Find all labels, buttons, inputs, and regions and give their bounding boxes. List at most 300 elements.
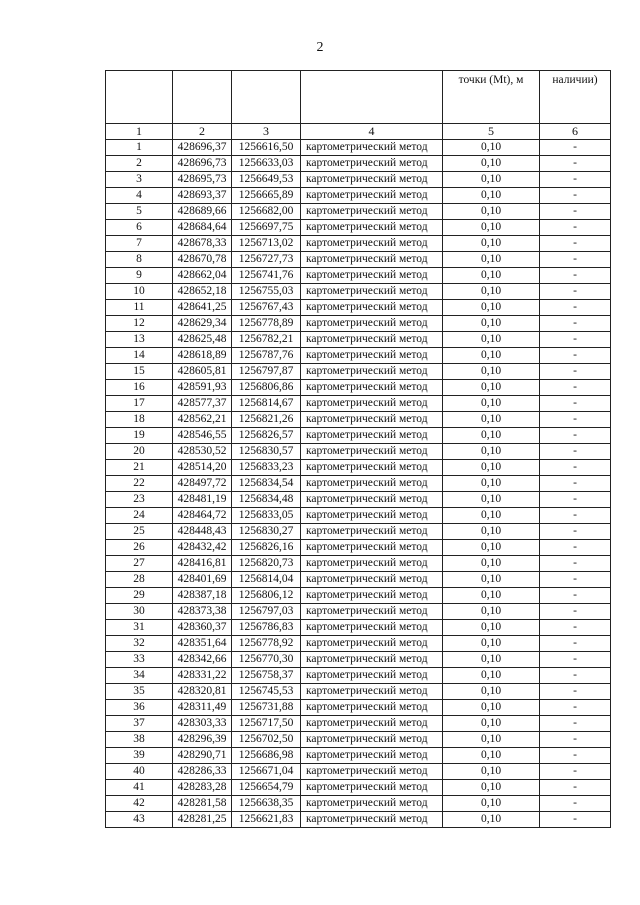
availability-cell: - bbox=[540, 732, 611, 748]
table-row bbox=[106, 796, 611, 812]
accuracy-cell: 0,10 bbox=[443, 508, 540, 524]
table-row bbox=[106, 748, 611, 764]
availability-cell: - bbox=[540, 780, 611, 796]
method-cell: картометрический метод bbox=[301, 716, 443, 732]
table-row bbox=[106, 652, 611, 668]
method-cell: картометрический метод bbox=[301, 316, 443, 332]
method-cell: картометрический метод bbox=[301, 508, 443, 524]
point-number-cell: 2 bbox=[106, 156, 173, 172]
table-row bbox=[106, 668, 611, 684]
y-coordinate-cell: 1256665,89 bbox=[232, 188, 301, 204]
x-coordinate-cell: 428605,81 bbox=[173, 364, 232, 380]
method-cell: картометрический метод bbox=[301, 412, 443, 428]
accuracy-cell: 0,10 bbox=[443, 396, 540, 412]
method-cell: картометрический метод bbox=[301, 588, 443, 604]
method-cell: картометрический метод bbox=[301, 748, 443, 764]
method-cell: картометрический метод bbox=[301, 764, 443, 780]
point-number-cell: 24 bbox=[106, 508, 173, 524]
method-cell: картометрический метод bbox=[301, 812, 443, 828]
method-cell: картометрический метод bbox=[301, 684, 443, 700]
y-coordinate-cell: 1256755,03 bbox=[232, 284, 301, 300]
accuracy-cell: 0,10 bbox=[443, 700, 540, 716]
y-coordinate-cell: 1256633,03 bbox=[232, 156, 301, 172]
table-row bbox=[106, 492, 611, 508]
x-coordinate-cell: 428693,37 bbox=[173, 188, 232, 204]
y-coordinate-cell: 1256717,50 bbox=[232, 716, 301, 732]
method-cell: картометрический метод bbox=[301, 204, 443, 220]
table-row bbox=[106, 428, 611, 444]
availability-cell: - bbox=[540, 748, 611, 764]
point-number-cell: 25 bbox=[106, 524, 173, 540]
x-coordinate-cell: 428695,73 bbox=[173, 172, 232, 188]
y-coordinate-cell: 1256797,03 bbox=[232, 604, 301, 620]
availability-cell: - bbox=[540, 636, 611, 652]
table-row bbox=[106, 300, 611, 316]
x-coordinate-cell: 428448,43 bbox=[173, 524, 232, 540]
x-coordinate-cell: 428689,66 bbox=[173, 204, 232, 220]
availability-cell: - bbox=[540, 620, 611, 636]
x-coordinate-cell: 428286,33 bbox=[173, 764, 232, 780]
y-coordinate-cell: 1256731,88 bbox=[232, 700, 301, 716]
accuracy-cell: 0,10 bbox=[443, 140, 540, 156]
availability-cell: - bbox=[540, 268, 611, 284]
accuracy-cell: 0,10 bbox=[443, 268, 540, 284]
y-coordinate-cell: 1256833,23 bbox=[232, 460, 301, 476]
x-coordinate-cell: 428652,18 bbox=[173, 284, 232, 300]
availability-cell: - bbox=[540, 444, 611, 460]
point-number-cell: 12 bbox=[106, 316, 173, 332]
accuracy-cell: 0,10 bbox=[443, 764, 540, 780]
accuracy-cell: 0,10 bbox=[443, 188, 540, 204]
availability-cell: - bbox=[540, 284, 611, 300]
column-number: 4 bbox=[301, 124, 443, 140]
table-row bbox=[106, 620, 611, 636]
x-coordinate-cell: 428696,37 bbox=[173, 140, 232, 156]
accuracy-cell: 0,10 bbox=[443, 428, 540, 444]
y-coordinate-cell: 1256826,16 bbox=[232, 540, 301, 556]
method-cell: картометрический метод bbox=[301, 668, 443, 684]
x-coordinate-cell: 428678,33 bbox=[173, 236, 232, 252]
column-number: 3 bbox=[232, 124, 301, 140]
point-number-cell: 41 bbox=[106, 780, 173, 796]
point-number-cell: 43 bbox=[106, 812, 173, 828]
point-number-cell: 40 bbox=[106, 764, 173, 780]
x-coordinate-cell: 428684,64 bbox=[173, 220, 232, 236]
table-row bbox=[106, 396, 611, 412]
y-coordinate-cell: 1256820,73 bbox=[232, 556, 301, 572]
method-cell: картометрический метод bbox=[301, 140, 443, 156]
accuracy-cell: 0,10 bbox=[443, 156, 540, 172]
availability-cell: - bbox=[540, 428, 611, 444]
x-coordinate-cell: 428464,72 bbox=[173, 508, 232, 524]
availability-cell: - bbox=[540, 604, 611, 620]
y-coordinate-cell: 1256797,87 bbox=[232, 364, 301, 380]
accuracy-cell: 0,10 bbox=[443, 492, 540, 508]
x-coordinate-cell: 428641,25 bbox=[173, 300, 232, 316]
column-number: 2 bbox=[173, 124, 232, 140]
point-number-cell: 15 bbox=[106, 364, 173, 380]
accuracy-cell: 0,10 bbox=[443, 412, 540, 428]
table-row bbox=[106, 780, 611, 796]
accuracy-cell: 0,10 bbox=[443, 332, 540, 348]
availability-cell: - bbox=[540, 700, 611, 716]
y-coordinate-cell: 1256806,12 bbox=[232, 588, 301, 604]
point-number-cell: 17 bbox=[106, 396, 173, 412]
x-coordinate-cell: 428530,52 bbox=[173, 444, 232, 460]
table-row bbox=[106, 636, 611, 652]
y-coordinate-cell: 1256786,83 bbox=[232, 620, 301, 636]
y-coordinate-cell: 1256745,53 bbox=[232, 684, 301, 700]
point-number-cell: 1 bbox=[106, 140, 173, 156]
point-number-cell: 34 bbox=[106, 668, 173, 684]
table-row bbox=[106, 588, 611, 604]
column-number: 5 bbox=[443, 124, 540, 140]
page-number: 2 bbox=[316, 40, 324, 55]
method-cell: картометрический метод bbox=[301, 700, 443, 716]
method-cell: картометрический метод bbox=[301, 396, 443, 412]
accuracy-cell: 0,10 bbox=[443, 684, 540, 700]
method-cell: картометрический метод bbox=[301, 780, 443, 796]
method-cell: картометрический метод bbox=[301, 604, 443, 620]
point-number-cell: 23 bbox=[106, 492, 173, 508]
y-coordinate-cell: 1256671,04 bbox=[232, 764, 301, 780]
availability-cell: - bbox=[540, 796, 611, 812]
point-number-cell: 19 bbox=[106, 428, 173, 444]
accuracy-cell: 0,10 bbox=[443, 796, 540, 812]
accuracy-cell: 0,10 bbox=[443, 316, 540, 332]
x-coordinate-cell: 428331,22 bbox=[173, 668, 232, 684]
y-coordinate-cell: 1256649,53 bbox=[232, 172, 301, 188]
point-number-cell: 4 bbox=[106, 188, 173, 204]
table-row bbox=[106, 284, 611, 300]
table-row bbox=[106, 204, 611, 220]
table-row bbox=[106, 732, 611, 748]
x-coordinate-cell: 428281,25 bbox=[173, 812, 232, 828]
accuracy-cell: 0,10 bbox=[443, 364, 540, 380]
x-coordinate-cell: 428670,78 bbox=[173, 252, 232, 268]
x-coordinate-cell: 428311,49 bbox=[173, 700, 232, 716]
method-cell: картометрический метод bbox=[301, 284, 443, 300]
method-cell: картометрический метод bbox=[301, 524, 443, 540]
accuracy-cell: 0,10 bbox=[443, 284, 540, 300]
table-row bbox=[106, 700, 611, 716]
table-row bbox=[106, 812, 611, 828]
x-coordinate-cell: 428296,39 bbox=[173, 732, 232, 748]
y-coordinate-cell: 1256767,43 bbox=[232, 300, 301, 316]
x-coordinate-cell: 428342,66 bbox=[173, 652, 232, 668]
header-col-2 bbox=[173, 71, 232, 124]
availability-cell: - bbox=[540, 204, 611, 220]
y-coordinate-cell: 1256814,04 bbox=[232, 572, 301, 588]
x-coordinate-cell: 428290,71 bbox=[173, 748, 232, 764]
method-cell: картометрический метод bbox=[301, 652, 443, 668]
accuracy-cell: 0,10 bbox=[443, 300, 540, 316]
accuracy-cell: 0,10 bbox=[443, 444, 540, 460]
column-number: 6 bbox=[540, 124, 611, 140]
y-coordinate-cell: 1256830,27 bbox=[232, 524, 301, 540]
table-row bbox=[106, 444, 611, 460]
x-coordinate-cell: 428351,64 bbox=[173, 636, 232, 652]
x-coordinate-cell: 428481,19 bbox=[173, 492, 232, 508]
method-cell: картометрический метод bbox=[301, 380, 443, 396]
availability-cell: - bbox=[540, 540, 611, 556]
point-number-cell: 29 bbox=[106, 588, 173, 604]
accuracy-cell: 0,10 bbox=[443, 652, 540, 668]
method-cell: картометрический метод bbox=[301, 348, 443, 364]
method-cell: картометрический метод bbox=[301, 300, 443, 316]
point-number-cell: 26 bbox=[106, 540, 173, 556]
table-row bbox=[106, 364, 611, 380]
accuracy-cell: 0,10 bbox=[443, 604, 540, 620]
x-coordinate-cell: 428546,55 bbox=[173, 428, 232, 444]
table-row bbox=[106, 764, 611, 780]
table-row bbox=[106, 172, 611, 188]
point-number-cell: 3 bbox=[106, 172, 173, 188]
availability-cell: - bbox=[540, 220, 611, 236]
method-cell: картометрический метод bbox=[301, 172, 443, 188]
availability-cell: - bbox=[540, 156, 611, 172]
method-cell: картометрический метод bbox=[301, 460, 443, 476]
y-coordinate-cell: 1256834,54 bbox=[232, 476, 301, 492]
table-row bbox=[106, 268, 611, 284]
y-coordinate-cell: 1256686,98 bbox=[232, 748, 301, 764]
availability-cell: - bbox=[540, 236, 611, 252]
accuracy-cell: 0,10 bbox=[443, 540, 540, 556]
table-row bbox=[106, 380, 611, 396]
table-row bbox=[106, 556, 611, 572]
table-row bbox=[106, 524, 611, 540]
y-coordinate-cell: 1256770,30 bbox=[232, 652, 301, 668]
accuracy-cell: 0,10 bbox=[443, 668, 540, 684]
x-coordinate-cell: 428629,34 bbox=[173, 316, 232, 332]
availability-cell: - bbox=[540, 172, 611, 188]
availability-cell: - bbox=[540, 812, 611, 828]
accuracy-cell: 0,10 bbox=[443, 220, 540, 236]
method-cell: картометрический метод bbox=[301, 268, 443, 284]
y-coordinate-cell: 1256778,89 bbox=[232, 316, 301, 332]
point-number-cell: 6 bbox=[106, 220, 173, 236]
point-number-cell: 31 bbox=[106, 620, 173, 636]
method-cell: картометрический метод bbox=[301, 636, 443, 652]
table-header-row bbox=[106, 71, 611, 124]
accuracy-cell: 0,10 bbox=[443, 620, 540, 636]
point-number-cell: 42 bbox=[106, 796, 173, 812]
availability-cell: - bbox=[540, 684, 611, 700]
availability-cell: - bbox=[540, 140, 611, 156]
header-col-5: точки (Mt), м bbox=[443, 71, 540, 124]
table-row bbox=[106, 220, 611, 236]
method-cell: картометрический метод bbox=[301, 492, 443, 508]
point-number-cell: 14 bbox=[106, 348, 173, 364]
method-cell: картометрический метод bbox=[301, 236, 443, 252]
availability-cell: - bbox=[540, 764, 611, 780]
x-coordinate-cell: 428283,28 bbox=[173, 780, 232, 796]
accuracy-cell: 0,10 bbox=[443, 716, 540, 732]
x-coordinate-cell: 428432,42 bbox=[173, 540, 232, 556]
table-row bbox=[106, 716, 611, 732]
table-row bbox=[106, 540, 611, 556]
table-row bbox=[106, 604, 611, 620]
point-number-cell: 30 bbox=[106, 604, 173, 620]
method-cell: картометрический метод bbox=[301, 428, 443, 444]
y-coordinate-cell: 1256616,50 bbox=[232, 140, 301, 156]
method-cell: картометрический метод bbox=[301, 476, 443, 492]
table-row bbox=[106, 140, 611, 156]
method-cell: картометрический метод bbox=[301, 444, 443, 460]
x-coordinate-cell: 428401,69 bbox=[173, 572, 232, 588]
table-row bbox=[106, 332, 611, 348]
method-cell: картометрический метод bbox=[301, 572, 443, 588]
accuracy-cell: 0,10 bbox=[443, 556, 540, 572]
point-number-cell: 8 bbox=[106, 252, 173, 268]
point-number-cell: 33 bbox=[106, 652, 173, 668]
x-coordinate-cell: 428662,04 bbox=[173, 268, 232, 284]
point-number-cell: 10 bbox=[106, 284, 173, 300]
accuracy-cell: 0,10 bbox=[443, 732, 540, 748]
availability-cell: - bbox=[540, 396, 611, 412]
x-coordinate-cell: 428320,81 bbox=[173, 684, 232, 700]
availability-cell: - bbox=[540, 380, 611, 396]
availability-cell: - bbox=[540, 364, 611, 380]
availability-cell: - bbox=[540, 188, 611, 204]
x-coordinate-cell: 428303,33 bbox=[173, 716, 232, 732]
method-cell: картометрический метод bbox=[301, 220, 443, 236]
accuracy-cell: 0,10 bbox=[443, 524, 540, 540]
header-col-6: наличии) bbox=[540, 71, 611, 124]
y-coordinate-cell: 1256830,57 bbox=[232, 444, 301, 460]
point-number-cell: 39 bbox=[106, 748, 173, 764]
point-number-cell: 37 bbox=[106, 716, 173, 732]
point-number-cell: 35 bbox=[106, 684, 173, 700]
accuracy-cell: 0,10 bbox=[443, 476, 540, 492]
x-coordinate-cell: 428416,81 bbox=[173, 556, 232, 572]
point-number-cell: 21 bbox=[106, 460, 173, 476]
accuracy-cell: 0,10 bbox=[443, 460, 540, 476]
table-row bbox=[106, 508, 611, 524]
y-coordinate-cell: 1256821,26 bbox=[232, 412, 301, 428]
availability-cell: - bbox=[540, 412, 611, 428]
point-number-cell: 11 bbox=[106, 300, 173, 316]
point-number-cell: 27 bbox=[106, 556, 173, 572]
y-coordinate-cell: 1256621,83 bbox=[232, 812, 301, 828]
accuracy-cell: 0,10 bbox=[443, 780, 540, 796]
y-coordinate-cell: 1256702,50 bbox=[232, 732, 301, 748]
availability-cell: - bbox=[540, 588, 611, 604]
y-coordinate-cell: 1256697,75 bbox=[232, 220, 301, 236]
table-row bbox=[106, 684, 611, 700]
method-cell: картометрический метод bbox=[301, 332, 443, 348]
table-row bbox=[106, 252, 611, 268]
accuracy-cell: 0,10 bbox=[443, 588, 540, 604]
x-coordinate-cell: 428514,20 bbox=[173, 460, 232, 476]
y-coordinate-cell: 1256826,57 bbox=[232, 428, 301, 444]
table-row bbox=[106, 156, 611, 172]
availability-cell: - bbox=[540, 556, 611, 572]
point-number-cell: 28 bbox=[106, 572, 173, 588]
x-coordinate-cell: 428497,72 bbox=[173, 476, 232, 492]
y-coordinate-cell: 1256787,76 bbox=[232, 348, 301, 364]
x-coordinate-cell: 428696,73 bbox=[173, 156, 232, 172]
accuracy-cell: 0,10 bbox=[443, 572, 540, 588]
availability-cell: - bbox=[540, 300, 611, 316]
point-number-cell: 9 bbox=[106, 268, 173, 284]
accuracy-cell: 0,10 bbox=[443, 204, 540, 220]
method-cell: картометрический метод bbox=[301, 252, 443, 268]
y-coordinate-cell: 1256654,79 bbox=[232, 780, 301, 796]
availability-cell: - bbox=[540, 476, 611, 492]
method-cell: картометрический метод bbox=[301, 556, 443, 572]
y-coordinate-cell: 1256778,92 bbox=[232, 636, 301, 652]
method-cell: картометрический метод bbox=[301, 796, 443, 812]
header-col-1 bbox=[106, 71, 173, 124]
y-coordinate-cell: 1256833,05 bbox=[232, 508, 301, 524]
table-row bbox=[106, 348, 611, 364]
availability-cell: - bbox=[540, 652, 611, 668]
y-coordinate-cell: 1256713,02 bbox=[232, 236, 301, 252]
point-number-cell: 36 bbox=[106, 700, 173, 716]
availability-cell: - bbox=[540, 716, 611, 732]
availability-cell: - bbox=[540, 492, 611, 508]
x-coordinate-cell: 428360,37 bbox=[173, 620, 232, 636]
header-col-3 bbox=[232, 71, 301, 124]
availability-cell: - bbox=[540, 508, 611, 524]
x-coordinate-cell: 428562,21 bbox=[173, 412, 232, 428]
table-row bbox=[106, 236, 611, 252]
y-coordinate-cell: 1256834,48 bbox=[232, 492, 301, 508]
accuracy-cell: 0,10 bbox=[443, 380, 540, 396]
y-coordinate-cell: 1256682,00 bbox=[232, 204, 301, 220]
y-coordinate-cell: 1256638,35 bbox=[232, 796, 301, 812]
method-cell: картометрический метод bbox=[301, 364, 443, 380]
table-row bbox=[106, 188, 611, 204]
accuracy-cell: 0,10 bbox=[443, 748, 540, 764]
method-cell: картометрический метод bbox=[301, 620, 443, 636]
point-number-cell: 13 bbox=[106, 332, 173, 348]
accuracy-cell: 0,10 bbox=[443, 812, 540, 828]
availability-cell: - bbox=[540, 524, 611, 540]
x-coordinate-cell: 428577,37 bbox=[173, 396, 232, 412]
y-coordinate-cell: 1256741,76 bbox=[232, 268, 301, 284]
accuracy-cell: 0,10 bbox=[443, 252, 540, 268]
x-coordinate-cell: 428387,18 bbox=[173, 588, 232, 604]
coordinates-table bbox=[105, 70, 611, 828]
table-row bbox=[106, 572, 611, 588]
accuracy-cell: 0,10 bbox=[443, 236, 540, 252]
x-coordinate-cell: 428281,58 bbox=[173, 796, 232, 812]
availability-cell: - bbox=[540, 252, 611, 268]
point-number-cell: 20 bbox=[106, 444, 173, 460]
table-row bbox=[106, 412, 611, 428]
availability-cell: - bbox=[540, 572, 611, 588]
method-cell: картометрический метод bbox=[301, 188, 443, 204]
availability-cell: - bbox=[540, 460, 611, 476]
y-coordinate-cell: 1256806,86 bbox=[232, 380, 301, 396]
availability-cell: - bbox=[540, 348, 611, 364]
availability-cell: - bbox=[540, 668, 611, 684]
table-row bbox=[106, 316, 611, 332]
y-coordinate-cell: 1256758,37 bbox=[232, 668, 301, 684]
header-col-4 bbox=[301, 71, 443, 124]
column-number-row bbox=[106, 124, 611, 140]
point-number-cell: 5 bbox=[106, 204, 173, 220]
accuracy-cell: 0,10 bbox=[443, 172, 540, 188]
method-cell: картометрический метод bbox=[301, 156, 443, 172]
x-coordinate-cell: 428618,89 bbox=[173, 348, 232, 364]
availability-cell: - bbox=[540, 316, 611, 332]
table-row bbox=[106, 476, 611, 492]
point-number-cell: 7 bbox=[106, 236, 173, 252]
accuracy-cell: 0,10 bbox=[443, 348, 540, 364]
